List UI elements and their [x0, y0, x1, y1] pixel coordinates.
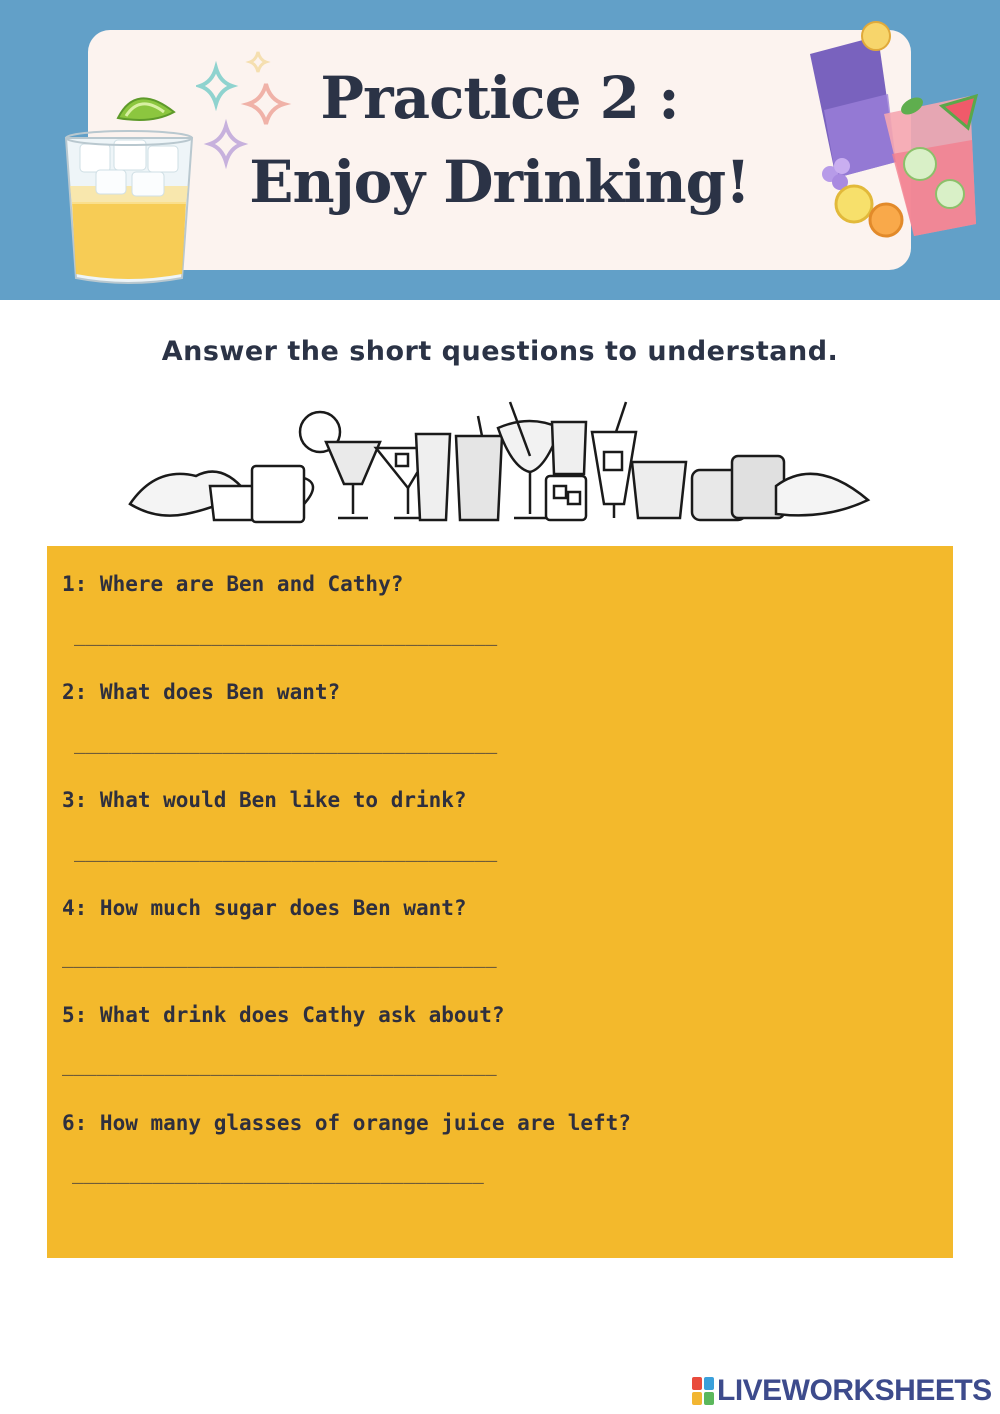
answer-line-4[interactable]: ______________________________________: [62, 946, 497, 968]
page-title-line1: Practice 2 :: [320, 64, 679, 132]
instruction-text: Answer the short questions to understand.: [161, 336, 839, 367]
answer-line-5[interactable]: ______________________________________: [62, 1054, 497, 1076]
answer-line-2[interactable]: _____________________________________: [74, 732, 498, 754]
question-6: 6: How many glasses of orange juice are left?: [62, 1111, 631, 1135]
question-4: 4: How much sugar does Ben want?: [62, 896, 467, 920]
question-1: 1: Where are Ben and Cathy?: [62, 572, 404, 596]
question-2: 2: What does Ben want?: [62, 680, 341, 704]
logo-text: LIVEWORKSHEETS: [717, 1374, 992, 1407]
answer-line-6[interactable]: ____________________________________: [72, 1162, 484, 1184]
answer-line-3[interactable]: _____________________________________: [74, 840, 498, 862]
drink-glasses-illustration: [126, 396, 872, 528]
liveworksheets-logo[interactable]: [692, 1374, 992, 1408]
liveworksheets-logo-icon: [692, 1377, 714, 1405]
page-title-line2: Enjoy Drinking!: [249, 148, 750, 216]
question-5: 5: What drink does Cathy ask about?: [62, 1003, 505, 1027]
question-3: 3: What would Ben like to drink?: [62, 788, 467, 812]
purple-drink-icon: [800, 14, 990, 244]
answer-line-1[interactable]: _____________________________________: [74, 624, 498, 646]
